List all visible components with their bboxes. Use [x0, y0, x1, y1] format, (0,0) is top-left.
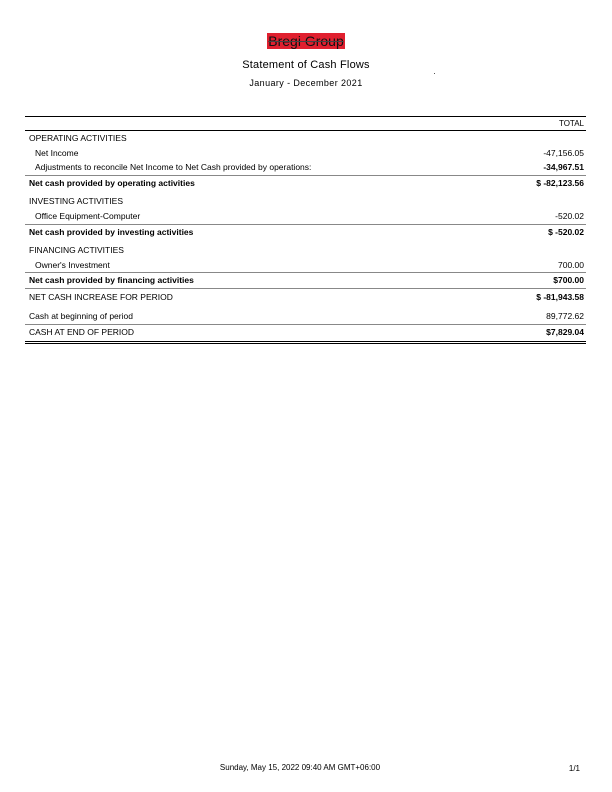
table-row — [25, 258, 586, 273]
table-row — [25, 160, 586, 175]
subtotal-operating — [25, 175, 586, 191]
company-name-text: Bregi Group — [268, 33, 344, 49]
row-label: Office Equipment-Computer — [35, 210, 141, 221]
page-number: 1/1 — [568, 764, 580, 773]
section-operating — [25, 131, 586, 146]
report-title: Statement of Cash Flows — [242, 59, 370, 71]
row-amount: 700.00 — [558, 259, 584, 270]
section-investing — [25, 194, 586, 209]
section-financing — [25, 243, 586, 258]
column-header-total: TOTAL — [558, 119, 584, 128]
row-amount: 89,772.62 — [546, 310, 584, 321]
cash-beginning-row — [25, 309, 586, 324]
row-amount: -47,156.05 — [543, 147, 584, 158]
row-label: Net cash provided by financing activities — [29, 275, 194, 286]
row-label: FINANCING ACTIVITIES — [29, 245, 124, 256]
row-label: OPERATING ACTIVITIES — [29, 133, 127, 143]
cash-end-row — [25, 324, 586, 344]
table-header-row — [25, 117, 586, 131]
subtotal-investing — [25, 224, 586, 240]
net-cash-increase-row — [25, 288, 586, 305]
row-label: Adjustments to reconcile Net Income to Net Cash provided by operations: — [35, 162, 312, 173]
row-label: NET CASH INCREASE FOR PERIOD — [29, 291, 173, 302]
row-amount: $7,829.04 — [546, 326, 584, 337]
row-label: Cash at beginning of period — [29, 310, 133, 321]
row-amount: $700.00 — [553, 275, 584, 286]
row-label: INVESTING ACTIVITIES — [29, 196, 123, 207]
table-row — [25, 146, 586, 161]
stray-mark — [434, 73, 435, 74]
row-label: Owner's Investment — [35, 259, 110, 270]
report-period: January - December 2021 — [249, 78, 363, 88]
row-amount: $ -81,943.58 — [536, 291, 584, 302]
row-label: CASH AT END OF PERIOD — [29, 326, 135, 337]
row-amount: -520.02 — [555, 210, 584, 221]
row-amount: $ -520.02 — [548, 226, 584, 237]
table-row — [25, 209, 586, 224]
row-amount: -34,967.51 — [543, 162, 584, 173]
row-label: Net Income — [35, 147, 79, 158]
row-amount: $ -82,123.56 — [536, 177, 584, 188]
company-name — [0, 33, 612, 51]
cash-flow-table — [25, 116, 586, 344]
row-label: Net cash provided by operating activities — [29, 177, 195, 188]
footer-timestamp: Sunday, May 15, 2022 09:40 AM GMT+06:00 — [219, 763, 381, 772]
row-label: Net cash provided by investing activities — [29, 226, 194, 237]
subtotal-financing — [25, 272, 586, 288]
